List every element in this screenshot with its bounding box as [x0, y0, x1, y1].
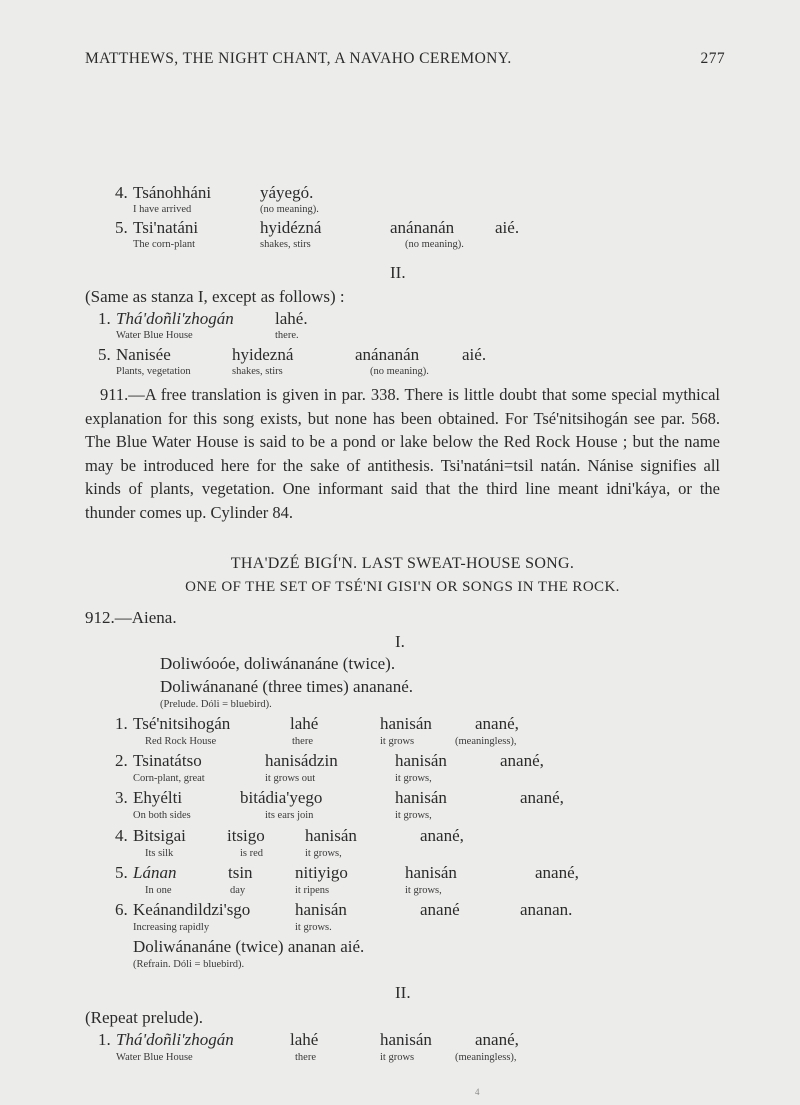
navaho-word: hanisán [405, 863, 457, 882]
gloss: In one [145, 885, 172, 896]
section-heading: I. [395, 632, 405, 651]
line-number: 5. [115, 863, 128, 882]
navaho-word: ananan. [520, 900, 573, 919]
navaho-word: anané [420, 900, 460, 919]
line-number: 1. [115, 714, 128, 733]
gloss: shakes, stirs [260, 239, 311, 250]
navaho-word: nitiyigo [295, 863, 348, 882]
gloss: it grows, [305, 848, 342, 859]
navaho-word: anané, [520, 788, 564, 807]
refrain-line: Doliwánanáne (twice) ananan aié. [133, 937, 365, 956]
navaho-word: hanisán [380, 1030, 432, 1049]
gloss: there [292, 736, 313, 747]
navaho-word: anané, [500, 751, 544, 770]
line-number: 5. [98, 345, 111, 364]
navaho-word: Tsinatátso [133, 751, 202, 770]
prelude-line: Doliwánanané (three times) ananané. [160, 677, 413, 696]
navaho-word: hyidezná [232, 345, 294, 364]
navaho-word: Tsánohháni [133, 183, 212, 202]
gloss: (meaningless), [455, 1052, 517, 1063]
navaho-word: Lánan [133, 863, 177, 882]
gloss: (meaningless), [455, 736, 517, 747]
gloss: The corn-plant [133, 239, 196, 250]
printer-signature: 4 [475, 1087, 480, 1097]
navaho-word: anané, [420, 826, 464, 845]
gloss: it ripens [295, 885, 330, 896]
running-head-title: MATTHEWS, THE NIGHT CHANT, A NAVAHO CEREMONY. [85, 50, 512, 67]
song-title: THA'DZÉ BIGÍ'N. LAST SWEAT-HOUSE SONG. [230, 555, 575, 572]
navaho-word: Thá'doñli'zhogán [116, 1030, 234, 1049]
navaho-word: aié. [495, 218, 520, 237]
line-number: 4. [115, 183, 128, 202]
gloss: it grows. [295, 922, 332, 933]
prelude-gloss: (Prelude. Dóli = bluebird). [160, 699, 272, 710]
navaho-word: tsin [228, 863, 253, 882]
navaho-word: hanisán [395, 751, 447, 770]
gloss: Red Rock House [145, 736, 217, 747]
navaho-word: hanisán [380, 714, 432, 733]
gloss: there. [275, 330, 299, 341]
navaho-word: lahé [290, 1030, 319, 1049]
navaho-word: lahé. [275, 309, 308, 328]
gloss: Corn-plant, great [133, 773, 205, 784]
navaho-word: bitádia'yego [240, 788, 323, 807]
gloss: (no meaning). [370, 366, 429, 377]
section-intro: (Repeat prelude). [85, 1008, 203, 1027]
navaho-word: hanisán [295, 900, 347, 919]
navaho-word: lahé [290, 714, 319, 733]
navaho-word: Ehyélti [133, 788, 183, 807]
line-number: 1. [98, 1030, 111, 1049]
gloss: day [230, 885, 246, 896]
navaho-word: aié. [462, 345, 487, 364]
gloss: Water Blue House [116, 330, 193, 341]
line-number: 3. [115, 788, 128, 807]
gloss: its ears join [265, 810, 314, 821]
navaho-word: hanisán [395, 788, 447, 807]
navaho-word: anánanán [390, 218, 455, 237]
navaho-word: Tsi'natáni [133, 218, 199, 237]
line-number: 1. [98, 309, 111, 328]
navaho-word: Tsé'nitsihogán [133, 714, 231, 733]
navaho-word: anané, [475, 714, 519, 733]
gloss: is red [240, 848, 264, 859]
gloss: it grows, [395, 773, 432, 784]
section-heading: II. [395, 983, 411, 1002]
navaho-word: Keánandildzi'sgo [133, 900, 251, 919]
running-head [85, 50, 725, 68]
gloss: shakes, stirs [232, 366, 283, 377]
navaho-word: hanisán [305, 826, 357, 845]
gloss: Increasing rapidly [133, 922, 210, 933]
line-number: 6. [115, 900, 128, 919]
gloss: there [295, 1052, 316, 1063]
navaho-word: anánanán [355, 345, 420, 364]
section-intro: (Same as stanza I, except as follows) : [85, 287, 345, 306]
gloss: Water Blue House [116, 1052, 193, 1063]
gloss: (no meaning). [260, 204, 319, 215]
navaho-word: Bitsigai [133, 826, 186, 845]
navaho-word: anané, [475, 1030, 519, 1049]
line-number: 5. [115, 218, 128, 237]
navaho-word: Thá'doñli'zhogán [116, 309, 234, 328]
gloss: (no meaning). [405, 239, 464, 250]
navaho-word: Nanisée [116, 345, 171, 364]
navaho-word: itsigo [227, 826, 265, 845]
section-heading: II. [390, 263, 406, 282]
prelude-line: Doliwóoóe, doliwánanáne (twice). [160, 654, 396, 673]
gloss: Its silk [145, 848, 174, 859]
song-subtitle: ONE OF THE SET OF TSÉ'NI GISI'N OR SONGS IN THE ROCK. [185, 579, 620, 595]
gloss: Plants, vegetation [116, 366, 191, 377]
navaho-word: hyidézná [260, 218, 322, 237]
gloss: it grows [380, 1052, 415, 1063]
gloss: it grows out [265, 773, 316, 784]
paragraph-911: 911.—A free translation is given in par. 338. There is little doubt that some special mythical explanation for this song exists, but none has been obtained. For Tsé'nitsihogán see par. 568. The Blue Water House is said to be a pond or lake below the Red Rock House ; but the name may be introduced here for the sake of antithesis. Tsi'natáni=tsil natán. Nánise signifies all kinds of plants, vegetation. One informant said that the third line meant idni'káya, or the thunder comes up. Cylinder 84. [85, 385, 720, 522]
gloss: it grows, [395, 810, 432, 821]
song-number: 912.—Aiena. [85, 608, 177, 627]
refrain-gloss: (Refrain. Dóli = bluebird). [133, 959, 245, 970]
navaho-word: yáyegó. [260, 183, 314, 202]
gloss: On both sides [133, 810, 191, 821]
gloss: I have arrived [133, 204, 192, 215]
navaho-word: hanisádzin [265, 751, 338, 770]
page-number: 277 [700, 50, 725, 67]
navaho-word: anané, [535, 863, 579, 882]
gloss: it grows [380, 736, 415, 747]
gloss: it grows, [405, 885, 442, 896]
line-number: 4. [115, 826, 128, 845]
line-number: 2. [115, 751, 128, 770]
